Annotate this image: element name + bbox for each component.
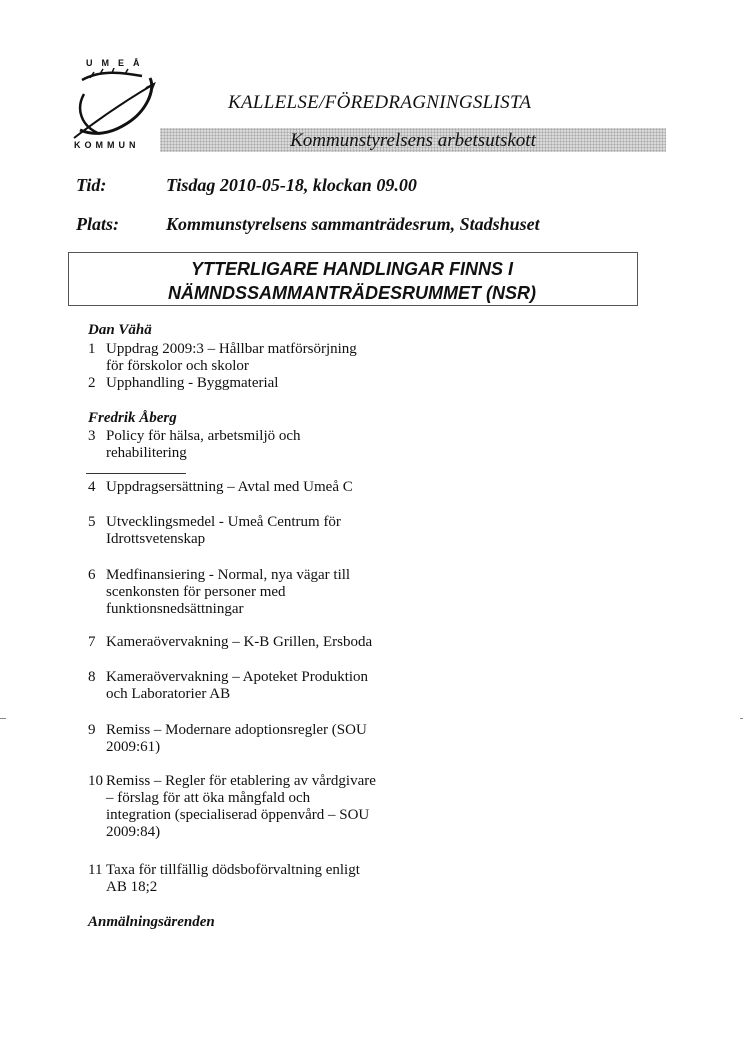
item-text: Utvecklingsmedel - Umeå Centrum för xyxy=(106,514,341,530)
item-number: 2 xyxy=(88,375,96,391)
item-text: Kameraövervakning – K-B Grillen, Ersboda xyxy=(106,634,373,650)
item-number: 9 xyxy=(88,722,96,738)
item-text: Taxa för tillfällig dödsboförvaltning enligt xyxy=(106,862,360,878)
item-number: 8 xyxy=(88,669,96,685)
notice-line-2: NÄMNDSSAMMANTRÄDESRUMMET (NSR) xyxy=(168,283,536,303)
agenda-item-9 xyxy=(88,722,367,756)
item-text: Uppdrag 2009:3 – Hållbar matförsörjning xyxy=(106,341,357,357)
item-text: Remiss – Modernare adoptionsregler (SOU xyxy=(106,722,367,738)
item-number: 1 xyxy=(88,341,96,357)
item-text: rehabilitering xyxy=(106,445,187,461)
item-number: 10 xyxy=(88,773,103,789)
umea-kommun-logo-icon xyxy=(70,68,160,144)
item-number: 4 xyxy=(88,479,96,495)
scan-edge-mark xyxy=(740,718,743,719)
item-text: för förskolor och skolor xyxy=(106,358,249,374)
item-text: Kameraövervakning – Apoteket Produktion xyxy=(106,669,369,685)
agenda-item-3 xyxy=(88,428,301,462)
item-text: Policy för hälsa, arbetsmiljö och xyxy=(106,428,301,444)
place-value: Kommunstyrelsens sammanträdesrum, Stadshuset xyxy=(166,214,540,234)
item-number: 3 xyxy=(88,428,96,444)
item-text: Medfinansiering - Normal, nya vägar till xyxy=(106,567,351,583)
agenda-item-2 xyxy=(88,375,278,392)
item-text: och Laboratorier AB xyxy=(106,686,231,702)
time-label: Tid: xyxy=(76,175,107,195)
logo-bottom-text: KOMMUN xyxy=(74,140,140,150)
notice-line-1: YTTERLIGARE HANDLINGAR FINNS I xyxy=(191,259,513,279)
item-text: Uppdragsersättning – Avtal med Umeå C xyxy=(106,479,353,495)
agenda-item-5 xyxy=(88,514,341,548)
section-divider xyxy=(86,473,186,474)
committee-name: Kommunstyrelsens arbetsutskott xyxy=(290,130,536,151)
section-heading-fredrik-aberg: Fredrik Åberg xyxy=(88,410,177,426)
item-text: Upphandling - Byggmaterial xyxy=(106,375,279,391)
section-heading-dan-vaha: Dan Vähä xyxy=(88,322,152,338)
agenda-item-10 xyxy=(88,773,376,841)
agenda-item-6 xyxy=(88,567,350,618)
item-text: funktionsnedsättningar xyxy=(106,601,244,617)
item-number: 11 xyxy=(88,862,103,878)
agenda-item-4 xyxy=(88,479,353,496)
notifications-heading: Anmälningsärenden xyxy=(88,914,215,930)
scan-edge-mark xyxy=(0,718,6,719)
item-text: scenkonsten för personer med xyxy=(106,584,286,600)
item-text: 2009:84) xyxy=(106,824,161,840)
item-number: 6 xyxy=(88,567,96,583)
item-text: – förslag för att öka mångfald och xyxy=(106,790,311,806)
item-text: AB 18;2 xyxy=(106,879,158,895)
agenda-item-8 xyxy=(88,669,368,703)
agenda-item-11 xyxy=(88,862,360,896)
item-text: integration (specialiserad öppenvård – SOU xyxy=(106,807,370,823)
item-number: 7 xyxy=(88,634,96,650)
item-text: Idrottsvetenskap xyxy=(106,531,206,547)
agenda-item-7 xyxy=(88,634,372,651)
item-number: 5 xyxy=(88,514,96,530)
notice-text xyxy=(68,257,636,305)
logo-top-text: UMEÅ xyxy=(86,58,149,68)
item-text: 2009:61) xyxy=(106,739,161,755)
document-title: KALLELSE/FÖREDRAGNINGSLISTA xyxy=(228,92,532,113)
agenda-item-1 xyxy=(88,341,357,375)
item-text: Remiss – Regler för etablering av vårdgivare xyxy=(106,773,376,789)
time-value: Tisdag 2010-05-18, klockan 09.00 xyxy=(166,175,417,195)
place-label: Plats: xyxy=(76,214,119,234)
